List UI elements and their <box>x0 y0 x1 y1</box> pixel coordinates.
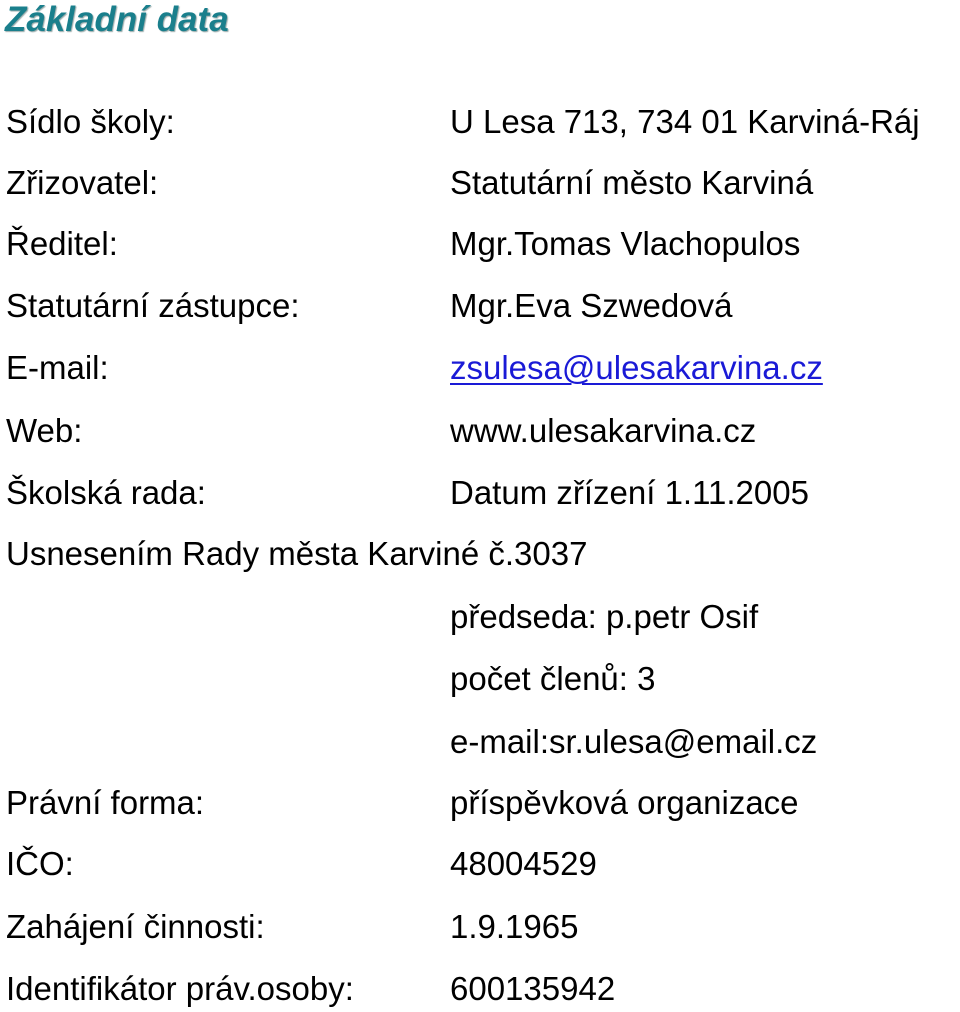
label-sidlo-skoly: Sídlo školy: <box>6 103 175 140</box>
label-reditel: Ředitel: <box>6 225 118 262</box>
row-zahajeni-cinnosti <box>0 904 960 950</box>
row-web <box>0 408 960 454</box>
label-zahajeni-cinnosti: Zahájení činnosti: <box>6 908 265 945</box>
value-skolska-rada: Datum zřízení 1.11.2005 <box>450 474 809 511</box>
value-pocet-clenu: počet členů: 3 <box>450 660 656 697</box>
label-identifikator: Identifikátor práv.osoby: <box>6 970 354 1007</box>
value-sidlo-skoly: U Lesa 713, 734 01 Karviná-Ráj <box>450 103 920 140</box>
row-zrizovatel <box>0 160 960 206</box>
row-skolska-rada <box>0 470 960 516</box>
value-web: www.ulesakarvina.cz <box>450 412 757 449</box>
value-pravni-forma: příspěvková organizace <box>450 784 799 821</box>
label-zrizovatel: Zřizovatel: <box>6 164 159 201</box>
value-rada-email: e-mail:sr.ulesa@email.cz <box>450 723 818 760</box>
row-usneseni <box>0 531 960 577</box>
page-title: Základní data <box>5 0 229 39</box>
value-statutarni-zastupce: Mgr.Eva Szwedová <box>450 287 733 324</box>
value-zrizovatel: Statutární město Karviná <box>450 164 814 201</box>
label-skolska-rada: Školská rada: <box>6 474 206 511</box>
text-usneseni: Usnesením Rady města Karviné č.3037 <box>6 535 588 572</box>
row-pocet-clenu <box>0 656 960 702</box>
row-sidlo-skoly <box>0 99 960 145</box>
label-pravni-forma: Právní forma: <box>6 784 205 821</box>
row-ico <box>0 841 960 887</box>
row-predseda <box>0 594 960 640</box>
label-ico: IČO: <box>6 845 74 882</box>
label-email: E-mail: <box>6 349 109 386</box>
label-statutarni-zastupce: Statutární zástupce: <box>6 287 300 324</box>
value-predseda: předseda: p.petr Osif <box>450 598 759 635</box>
email-link[interactable]: zsulesa@ulesakarvina.cz <box>450 349 823 386</box>
value-reditel: Mgr.Tomas Vlachopulos <box>450 225 801 262</box>
row-pravni-forma <box>0 780 960 826</box>
value-zahajeni-cinnosti: 1.9.1965 <box>450 908 579 945</box>
value-identifikator: 600135942 <box>450 970 616 1007</box>
row-email <box>0 345 960 391</box>
row-reditel <box>0 221 960 267</box>
row-statutarni-zastupce <box>0 283 960 329</box>
row-identifikator <box>0 966 960 1012</box>
row-rada-email <box>0 719 960 765</box>
label-web: Web: <box>6 412 83 449</box>
value-ico: 48004529 <box>450 845 597 882</box>
